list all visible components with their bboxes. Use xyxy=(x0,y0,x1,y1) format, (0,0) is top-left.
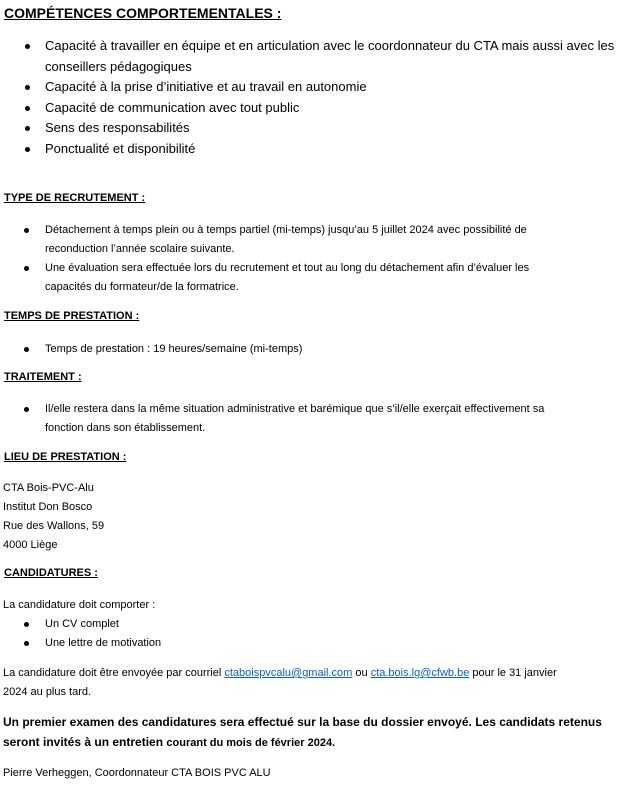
list-item: Il/elle restera dans la même situation administrative et barémique que s’il/elle exerçait effectivement sa xyxy=(45,400,630,419)
send-paragraph xyxy=(3,664,628,702)
list-item: Capacité à la prise d’initiative et au travail en autonomie xyxy=(45,77,630,98)
send-suffix-text: pour le 31 janvier xyxy=(472,667,557,679)
traitement-list xyxy=(45,400,630,438)
list-item: Une évaluation sera effectuée lors du recrutement et tout au long du détachement afin d’évaluer les xyxy=(45,259,630,278)
type-recrutement-list xyxy=(45,221,630,297)
address-line: CTA Bois-PVC-Alu xyxy=(3,482,94,494)
bullet-icon xyxy=(25,85,30,90)
list-item: Capacité de communication avec tout public xyxy=(45,98,630,119)
bullet-icon xyxy=(24,622,29,627)
list-item: Détachement à temps plein ou à temps partiel (mi-temps) jusqu’au 5 juillet 2024 avec possibilité de xyxy=(45,221,630,240)
exam-line-2: seront invités à un entretien courant du mois de février 2024. xyxy=(3,735,336,749)
temps-prestation-list xyxy=(45,340,630,359)
bullet-icon xyxy=(25,106,30,111)
heading-lieu: LIEU DE PRESTATION : xyxy=(4,451,127,463)
list-item-continuation: reconduction l’année scolaire suivante. xyxy=(45,243,235,255)
heading-temps-prestation: TEMPS DE PRESTATION : xyxy=(4,310,140,322)
address-line: Institut Don Bosco xyxy=(3,501,93,513)
send-or-text: ou xyxy=(355,667,368,679)
candidature-intro: La candidature doit comporter : xyxy=(3,599,156,611)
bullet-icon xyxy=(25,126,30,131)
exam-line-1: Un premier examen des candidatures sera effectué sur la base du dossier envoyé. Les candidats retenus xyxy=(3,715,602,729)
list-item: Temps de prestation : 19 heures/semaine (mi-temps) xyxy=(45,340,630,359)
heading-traitement: TRAITEMENT : xyxy=(4,371,82,383)
list-item: Capacité à travailler en équipe et en articulation avec le coordonnateur du CTA mais aussi avec les xyxy=(45,36,630,57)
heading-candidatures: CANDIDATURES : xyxy=(4,567,98,579)
email-link-gmail[interactable]: ctaboispvcalu@gmail.com xyxy=(224,667,353,679)
bullet-icon xyxy=(24,641,29,646)
bullet-icon xyxy=(24,347,29,352)
list-item: Sens des responsabilités xyxy=(45,118,630,139)
competences-list xyxy=(45,36,630,159)
send-text: La candidature doit être envoyée par courriel xyxy=(3,667,222,679)
list-item-continuation: fonction dans son établissement. xyxy=(45,422,206,434)
heading-type-recrutement: TYPE DE RECRUTEMENT : xyxy=(4,192,146,204)
list-item: Ponctualité et disponibilité xyxy=(45,139,630,160)
bullet-icon xyxy=(24,407,29,412)
heading-competences: COMPÉTENCES COMPORTEMENTALES : xyxy=(4,5,282,21)
signature: Pierre Verheggen, Coordonnateur CTA BOIS PVC ALU xyxy=(3,767,271,779)
send-line-2: 2024 au plus tard. xyxy=(3,686,92,698)
bullet-icon xyxy=(25,147,30,152)
candidature-list xyxy=(45,615,630,653)
list-item: Un CV complet xyxy=(45,615,630,634)
email-link-cfwb[interactable]: cta.bois.lg@cfwb.be xyxy=(370,667,470,679)
bullet-icon xyxy=(24,228,29,233)
exam-paragraph xyxy=(3,712,631,753)
address-line: Rue des Wallons, 59 xyxy=(3,520,105,532)
list-item: Une lettre de motivation xyxy=(45,634,630,653)
address-line: 4000 Liège xyxy=(3,539,58,551)
list-item-continuation: conseillers pédagogiques xyxy=(45,58,192,74)
bullet-icon xyxy=(25,44,30,49)
address-block xyxy=(3,479,104,555)
bullet-icon xyxy=(24,266,29,271)
list-item-continuation: capacités du formateur/de la formatrice. xyxy=(45,281,239,293)
